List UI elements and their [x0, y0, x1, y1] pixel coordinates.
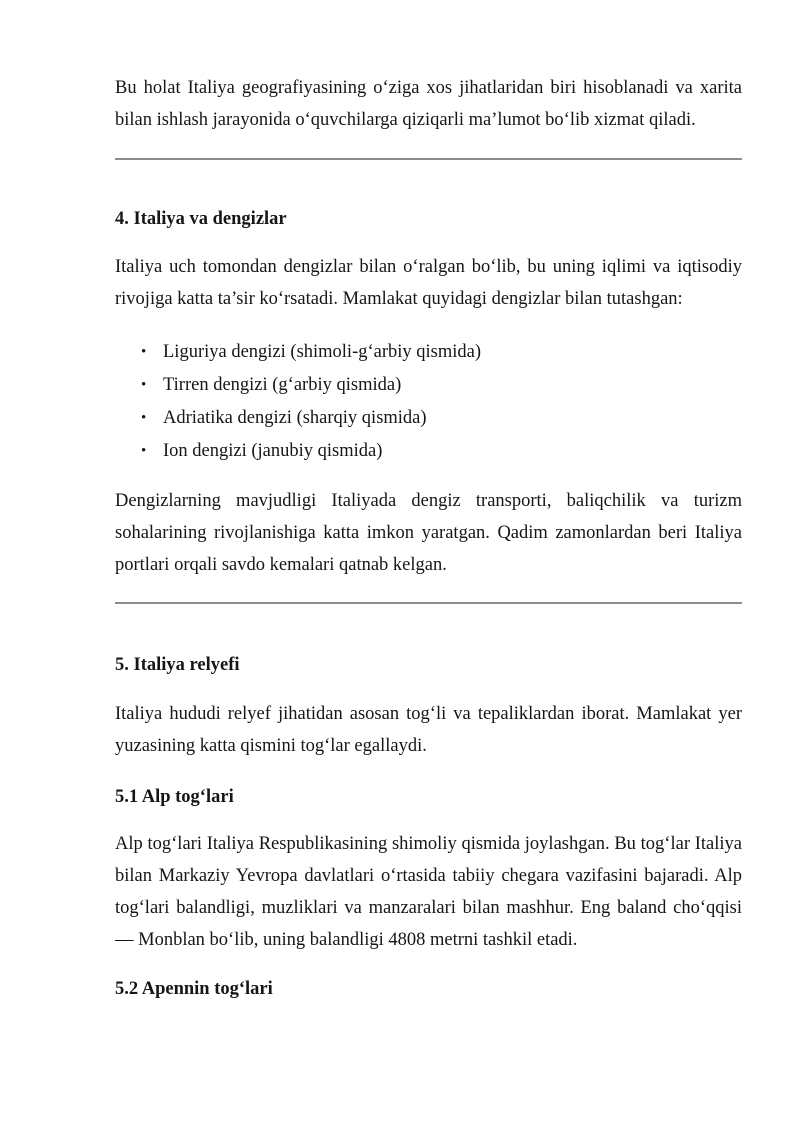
list-item-liguriya: • Liguriya dengizi (shimoli-g‘arbiy qismida) — [115, 336, 742, 369]
seas-bullet-list — [115, 336, 742, 468]
list-item-ion: • Ion dengizi (janubiy qismida) — [115, 435, 742, 468]
section-4-paragraph-1: Italiya uch tomondan dengizlar bilan o‘ralgan bo‘lib, bu uning iqlimi va iqtisodiy rivojiga katta ta’sir ko‘rsatadi. Mamlakat quyidagi dengizlar bilan tutashgan: — [115, 257, 742, 309]
section-4-paragraph-2: Dengizlarning mavjudligi Italiyada dengiz transporti, baliqchilik va turizm sohalarining rivojlanishiga katta imkon yaratgan. Qadim zamonlardan beri Italiya portlari orqali savdo kemalari qatnab kelgan. — [115, 491, 742, 575]
section-5-paragraph: Italiya hududi relyef jihatidan asosan tog‘li va tepaliklardan iborat. Mamlakat yer yuzasining katta qismini tog‘lar egallaydi. — [115, 704, 742, 756]
list-item-adriatika: • Adriatika dengizi (sharqiy qismida) — [115, 402, 742, 435]
section-divider — [115, 602, 742, 604]
section-5-2-heading: 5.2 Apennin tog‘lari — [115, 979, 273, 999]
section-5-1-heading: 5.1 Alp tog‘lari — [115, 787, 234, 807]
section-5-1-paragraph: Alp tog‘lari Italiya Respublikasining shimoliy qismida joylashgan. Bu tog‘lar Italiya bilan Markaziy Yevropa davlatlari o‘rtasida tabiiy chegara vazifasini bajaradi. Alp tog‘lari balandligi, muzliklari va manzaralari bilan mashhur. Eng baland cho‘qqisi — Monblan bo‘lib, uning balandligi 4808 metrni tashkil etadi. — [115, 834, 742, 950]
list-item-tirren: • Tirren dengizi (g‘arbiy qismida) — [115, 369, 742, 402]
section-divider — [115, 158, 742, 160]
intro-paragraph: Bu holat Italiya geografiyasining o‘ziga xos jihatlaridan biri hisoblanadi va xarita bilan ishlash jarayonida o‘quvchilarga qiziqarli ma’lumot bo‘lib xizmat qiladi. — [115, 78, 742, 130]
section-4-heading: 4. Italiya va dengizlar — [115, 209, 287, 229]
section-5-heading: 5. Italiya relyefi — [115, 655, 240, 675]
